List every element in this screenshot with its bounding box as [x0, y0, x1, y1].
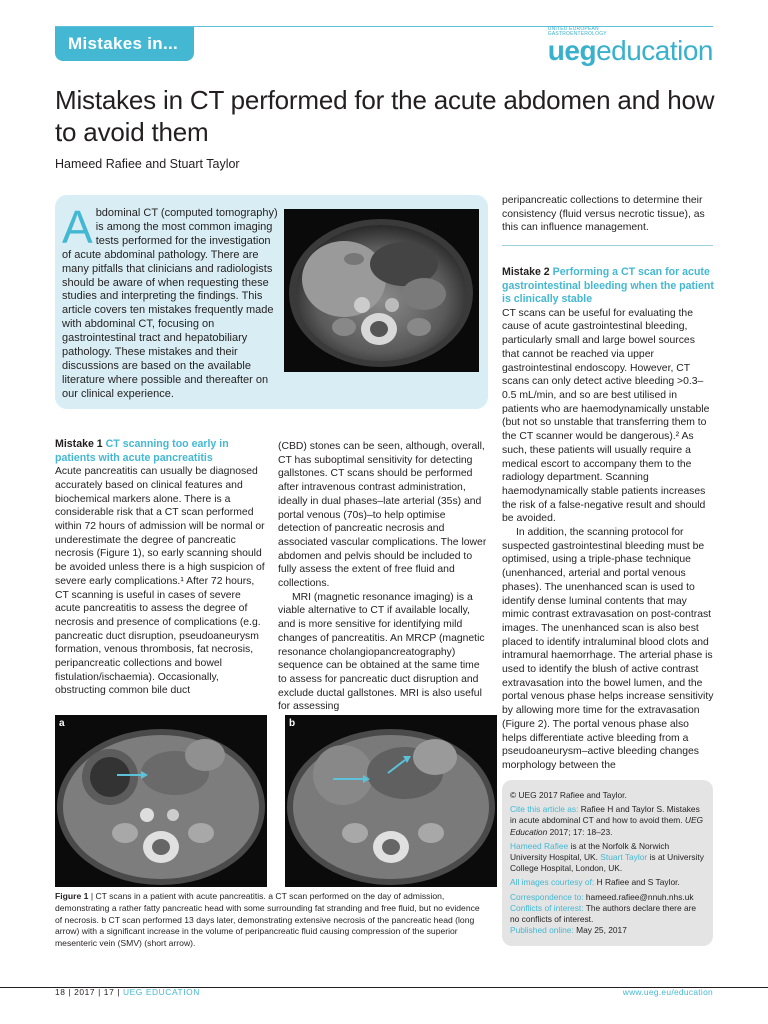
mistake-1-heading: [55, 438, 267, 465]
figure-1a-label: a: [59, 718, 65, 729]
article-info-box: [502, 780, 713, 946]
ct-scan-image: [284, 209, 479, 372]
figure-1b-image: [285, 715, 497, 887]
mistake-2-title: Performing a CT scan for acute gastrointestinal bleeding when the patient is clinically stable: [502, 266, 714, 306]
figure-1b-label: b: [289, 718, 296, 729]
author-1-affiliation: is at the Norfolk & Norwich University Hospital, UK.: [510, 840, 670, 863]
correspondence-label: Correspondence to:: [510, 891, 584, 902]
correspondence: [510, 892, 706, 903]
cite-text: Rafiee H and Taylor S. Mistakes in acute abdominal CT and how to avoid them.: [510, 804, 700, 826]
correspondence-email[interactable]: hameed.rafiee@nnuh.nhs.uk: [583, 891, 694, 902]
mistake-1-paragraph-1: Acute pancreatitis can usually be diagnosed accurately based on clinical features and biochemical markers alone. There is a considerable risk that a CT scan performed within 72 hours of admission will be normal or underestimate the degree of pancreatic necrosis (Figure 1), so early scanning should be avoided unless there is a high suspicion of severe early complications.¹ After 72 hours, CT scanning is useful in cases of severe acute pancreatitis to assess the degree of necrosis and presence of complications (e.g. pancreatic duct disruption, pseudoaneurysm formation, venous thrombosis, fat necrosis, peripancreatic collections and bowel fistulation/ischaemia). Occasionally, obstructing common bile duct: [55, 466, 265, 697]
published-online: [510, 925, 706, 936]
abstract-text: [62, 201, 280, 402]
column-3-mistake-2: [502, 266, 714, 773]
article-title: Mistakes in CT performed for the acute abdomen and how to avoid them: [55, 85, 715, 147]
footer-page-info: [55, 987, 200, 997]
mistake-1-label: Mistake 1: [55, 438, 103, 450]
abstract-box: [55, 195, 488, 409]
section-tag: Mistakes in...: [55, 27, 194, 61]
footer-url-link[interactable]: www.ueg.eu/education: [622, 987, 713, 997]
figure-1-caption-text: | CT scans in a patient with acute pancreatitis. a CT scan performed on the day of admission, demonstrating a rather fatty pancreatic head with some surrounding fat stranding and free fluid, but no evidence of necrosis. b CT scan performed 13 days later, demonstrating extensive necrosis of the pancreatic head (long arrow) with a significant increase in the volume of peripancreatic fluid causing compression of the superior mesenteric vein (SMV) (short arrow).: [55, 891, 480, 949]
copyright: © UEG 2017 Rafiee and Taylor.: [510, 790, 627, 800]
column-2: [278, 440, 490, 714]
continuation-text: peripancreatic collections to determine their consistency (fluid versus necrotic tissue), as this can influence management.: [502, 195, 705, 234]
conflicts-of-interest: [510, 903, 706, 925]
coi-text: The authors declare there are no conflicts of interest.: [510, 902, 697, 925]
figure-1a-image: [55, 715, 267, 887]
abstract-body: bdominal CT (computed tomography) is among the most common imaging tests performed for the investigation of acute abdominal pathology. There are many pitfalls that clinicians and radiologists should be aware of when requesting these studies and interpreting the findings. This article covers ten mistakes frequently made with abdominal CT, focusing on gastrointestinal tract and hepatobiliary pathology. These mistakes and their discussions are based on the available literature where possible and thereafter on our clinical experience.: [62, 207, 278, 400]
cite-ref: 2017; 17: 18–23.: [547, 826, 613, 837]
mistake-2-paragraph-1: CT scans can be useful for evaluating the cause of acute gastrointestinal bleeding, particularly small and large bowel sources that cannot be reached via upper gastrointestinal endoscopy. However, CT scans can only detect active bleeding >0.3–0.5 mL/min, and so are best utilised in patients who are haemodynamically unstable (but not so unstable that transferring them to the CT scanner would be dangerous).² As such, these patients will usually require a medical escort to accompany them to the radiology department. Scanning haemodynamically stable patients increases the risk of a false-negative result and should be avoided.: [502, 307, 710, 525]
citation: [510, 804, 706, 838]
footer-page-number: 18 | 2017 | 17 |: [55, 987, 123, 997]
section-divider: [502, 245, 713, 246]
brand-ueg: ueg: [547, 35, 597, 66]
mistake-1-paragraph-2: (CBD) stones can be seen, although, overall, CT has suboptimal sensitivity for detecting gallstones. CT scans should be performed after intravenous contrast administration, ideally in dual phases–late arterial (35s) and portal venous (70s)–to help optimise detection of pancreatic necrosis and associated vascular complications. The lower abdomen and pelvis should be included to fully assess the extent of free fluid and collections.: [278, 441, 487, 590]
column-1: [55, 438, 267, 698]
mistake-1-title: CT scanning too early in patients with acute pancreatitis: [55, 438, 229, 464]
published-date: May 25, 2017: [573, 925, 627, 936]
author-1-name: Hameed Rafiee: [510, 840, 569, 851]
coi-label: Conflicts of interest:: [510, 902, 584, 913]
images-text: H Rafiee and S Taylor.: [594, 877, 680, 888]
brand-education: education: [596, 35, 713, 66]
author-affiliations: [510, 841, 706, 875]
mistake-2-label: Mistake 2: [502, 266, 550, 278]
mistake-1-paragraph-3: MRI (magnetic resonance imaging) is a viable alternative to CT if available locally, and is more sensitive for identifying mild changes of pancreatitis. An MRCP (magnetic resonance cholangiopancreatography) sequence can be obtained at the same time to assess for pancreatic duct disruption and exclude ductal gallstones. MRI is also useful for assessing: [278, 591, 485, 713]
images-label: All images courtesy of:: [510, 877, 595, 888]
column-3: [502, 194, 714, 235]
author-2-name: Stuart Taylor: [600, 852, 648, 863]
figure-1-caption-label: Figure 1: [55, 891, 89, 901]
figure-1-caption: [55, 891, 487, 950]
author-2-affiliation: is at University College Hospital, London, UK.: [510, 852, 704, 874]
brand-small-text: UNITED EUROPEAN GASTROENTEROLOGY: [547, 26, 607, 37]
drop-cap: A: [62, 201, 93, 253]
mistake-2-paragraph-2: In addition, the scanning protocol for suspected gastrointestinal bleeding must be optimised, using a triple-phase technique (unenhanced, arterial and portal venous phases). The unenhanced scan is used to identify dense luminal contents that may mimic contrast extravasation on post-contrast images. The unenhanced scan is also best placed to identify intraluminal blood clots and intramural haemorrhage. The arterial phase is used to identify the blush of active contrast extravasation into the bowel lumen, and the portal venous phase helps increase sensitivity by allowing more time for the extravasation (Figure 2). The portal venous phase also helps differentiate active bleeding from a pseudoaneurysm–active bleeding changes morphology between the: [502, 527, 714, 771]
footer-brand: UEG EDUCATION: [122, 987, 200, 997]
article-authors: Hameed Rafiee and Stuart Taylor: [55, 157, 240, 171]
mistake-2-heading: [502, 266, 714, 307]
image-credits: [510, 877, 706, 888]
cite-journal: UEG Education: [510, 815, 704, 837]
cite-label: Cite this article as:: [510, 804, 579, 815]
published-label: Published online:: [510, 925, 574, 936]
ueg-education-logo: [548, 27, 713, 65]
